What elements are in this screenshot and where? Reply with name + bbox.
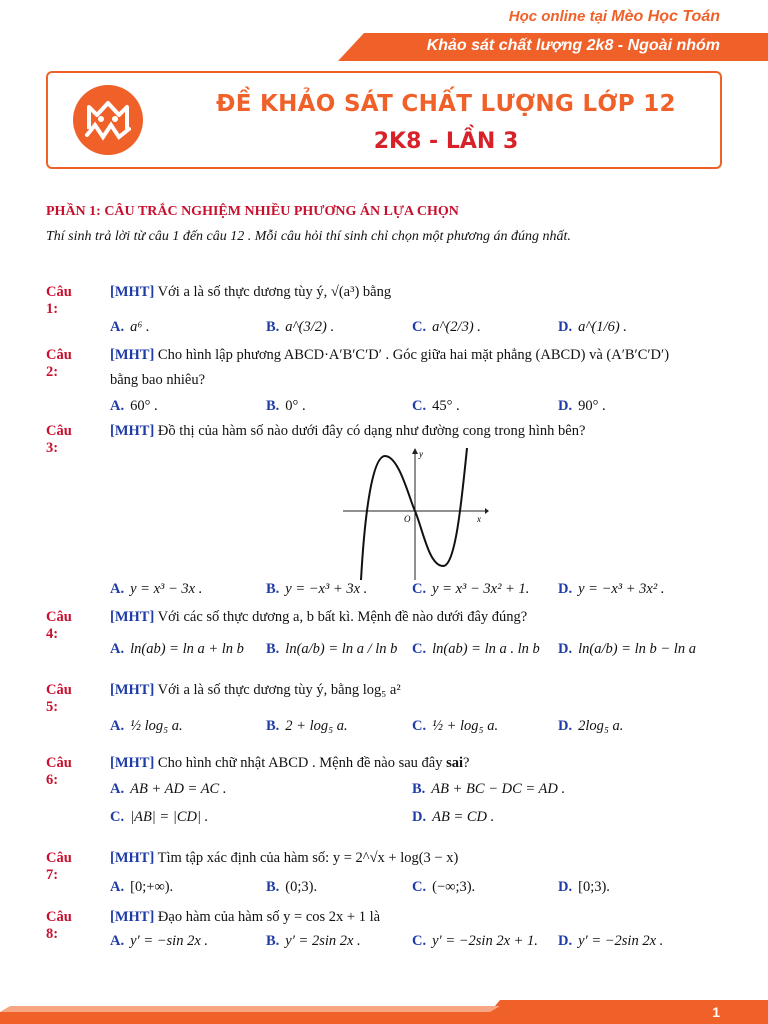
option-a[interactable]: A. ln(ab) = ln a + ln b [110,641,244,657]
option-a[interactable]: A. y = x³ − 3x . [110,581,203,597]
option-a[interactable]: A. 60° . [110,398,158,414]
brand-line [509,8,720,26]
cat-logo-icon [73,85,143,155]
brand-name: Mèo Học Toán [611,8,720,25]
question-label: Câu 1: [46,284,72,317]
question-text: [MHT] Cho hình lập phương ABCD·A′B′C′D′ . Góc giữa hai mặt phẳng (ABCD) và (A′B′C′D′) [110,347,670,363]
question-text: [MHT] Đạo hàm của hàm số y = cos 2x + 1 là [110,909,381,925]
option-a[interactable]: A. AB + AD = AC . [110,781,227,797]
option-c[interactable]: C. |AB| = |CD| . [110,809,209,825]
option-d[interactable]: D. a^(1/6) . [558,319,627,335]
title-box [46,71,722,169]
question-label: Câu 7: [46,850,72,883]
x-axis-label: x [477,514,481,524]
option-a[interactable]: A. a⁶ . [110,319,150,335]
option-d[interactable]: D. 2log₅ a. [558,718,624,734]
page-subtitle: 2K8 - LẦN 3 [373,129,519,154]
origin-label: O [404,514,411,524]
question-text: [MHT] Cho hình chữ nhật ABCD . Mệnh đề nào sau đây sai? [110,755,470,771]
option-b[interactable]: B. y′ = 2sin 2x . [266,933,361,949]
option-b[interactable]: B. y = −x³ + 3x . [266,581,368,597]
part-note: Thí sinh trả lời từ câu 1 đến câu 12 . Mỗi câu hỏi thí sinh chỉ chọn một phương án đúng nhất. [46,229,571,244]
page-number: 1 [712,1004,720,1020]
option-d[interactable]: D. ln(a/b) = ln b − ln a [558,641,696,657]
option-d[interactable]: D. AB = CD . [412,809,495,825]
option-b[interactable]: B. (0;3). [266,879,318,895]
option-c[interactable]: C. y = x³ − 3x² + 1. [412,581,530,597]
option-b[interactable]: B. 0° . [266,398,306,414]
option-b[interactable]: B. AB + BC − DC = AD . [412,781,566,797]
question-text: [MHT] Với a là số thực dương tùy ý, √(a³) bằng [110,284,392,300]
option-d[interactable]: D. y = −x³ + 3x² . [558,581,665,597]
question-label: Câu 5: [46,682,72,715]
question-text: [MHT] Với các số thực dương a, b bất kì. Mệnh đề nào dưới đây đúng? [110,609,528,625]
option-c[interactable]: C. ln(ab) = ln a . ln b [412,641,540,657]
option-a[interactable]: A. ½ log₅ a. [110,718,183,734]
option-b[interactable]: B. 2 + log₅ a. [266,718,348,734]
option-d[interactable]: D. [0;3). [558,879,610,895]
option-c[interactable]: C. a^(2/3) . [412,319,481,335]
brand-prefix: Học online tại [508,8,608,25]
option-c[interactable]: C. (−∞;3). [412,879,476,895]
page-title: ĐỀ KHẢO SÁT CHẤT LƯỢNG LỚP 12 [216,91,676,117]
footer-bar [0,1000,768,1024]
question-label: Câu 3: [46,423,72,456]
option-c[interactable]: C. ½ + log₅ a. [412,718,499,734]
question-text: [MHT] Tìm tập xác định của hàm số: y = 2^√x + log(3 − x) [110,850,459,866]
option-c[interactable]: C. y′ = −2sin 2x + 1. [412,933,538,949]
question-label: Câu 4: [46,609,72,642]
cubic-graph [343,448,489,580]
question-label: Câu 2: [46,347,72,380]
question-label: Câu 6: [46,755,72,788]
y-axis-label: y [419,449,423,459]
option-b[interactable]: B. ln(a/b) = ln a / ln b [266,641,398,657]
header-band-text: Khảo sát chất lượng 2k8 - Ngoài nhóm [426,37,720,54]
question-label: Câu 8: [46,909,72,942]
part-heading: PHẦN 1: CÂU TRẮC NGHIỆM NHIỀU PHƯƠNG ÁN LỰA CHỌN [46,204,459,219]
option-a[interactable]: A. y′ = −sin 2x . [110,933,209,949]
option-a[interactable]: A. [0;+∞). [110,879,174,895]
option-d[interactable]: D. y′ = −2sin 2x . [558,933,664,949]
option-d[interactable]: D. 90° . [558,398,606,414]
option-b[interactable]: B. a^(3/2) . [266,319,335,335]
question-text: [MHT] Với a là số thực dương tùy ý, bằng log₅ a² [110,682,401,698]
option-c[interactable]: C. 45° . [412,398,460,414]
question-text: [MHT] Đồ thị của hàm số nào dưới đây có dạng như đường cong trong hình bên? [110,423,586,439]
